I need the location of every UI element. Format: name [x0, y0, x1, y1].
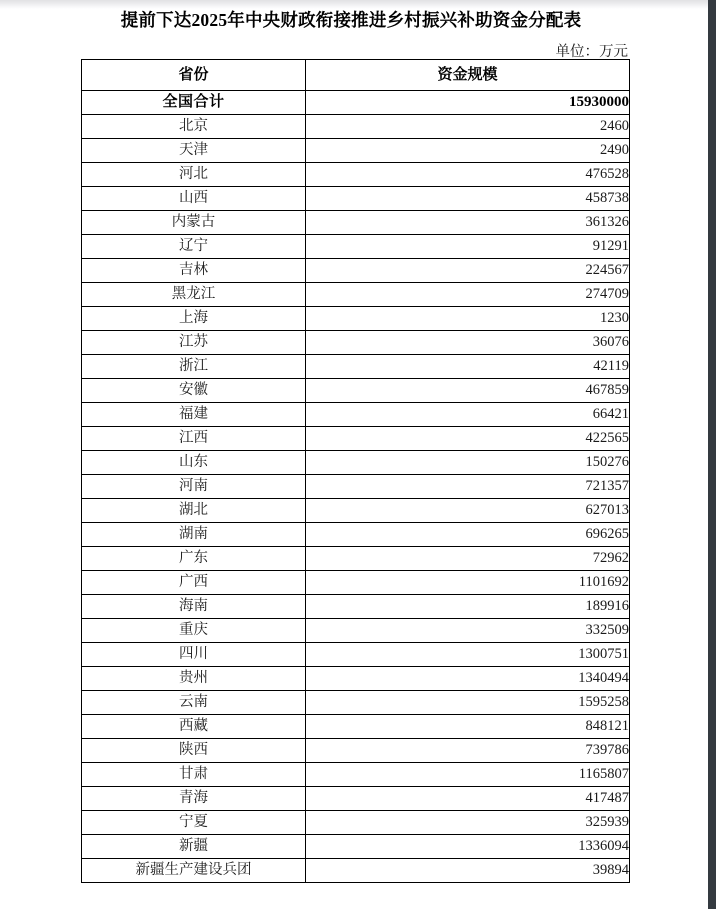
cell-amount: 1336094 — [306, 835, 630, 859]
cell-province: 广东 — [82, 547, 306, 571]
cell-amount: 848121 — [306, 715, 630, 739]
unit-note: 单位：万元 — [555, 44, 628, 60]
table-row — [82, 547, 630, 571]
cell-amount: 696265 — [306, 523, 630, 547]
table-row — [82, 499, 630, 523]
cell-amount: 274709 — [306, 283, 630, 307]
cell-province: 山西 — [82, 187, 306, 211]
column-header-amount: 资金规模 — [306, 60, 630, 91]
table-row — [82, 715, 630, 739]
cell-amount: 467859 — [306, 379, 630, 403]
fund-allocation-table — [81, 59, 630, 883]
table-row — [82, 787, 630, 811]
table-row — [82, 667, 630, 691]
table-row — [82, 691, 630, 715]
table-row — [82, 139, 630, 163]
table-row — [82, 475, 630, 499]
cell-amount: 458738 — [306, 187, 630, 211]
cell-province: 山东 — [82, 451, 306, 475]
cell-amount: 417487 — [306, 787, 630, 811]
cell-province: 安徽 — [82, 379, 306, 403]
cell-province: 吉林 — [82, 259, 306, 283]
cell-amount: 66421 — [306, 403, 630, 427]
table-row — [82, 643, 630, 667]
cell-province: 浙江 — [82, 355, 306, 379]
cell-province: 江苏 — [82, 331, 306, 355]
cell-amount: 42119 — [306, 355, 630, 379]
cell-amount: 422565 — [306, 427, 630, 451]
table-row — [82, 859, 630, 883]
cell-province: 重庆 — [82, 619, 306, 643]
cell-amount: 1101692 — [306, 571, 630, 595]
table-header-row — [82, 60, 630, 91]
cell-province: 宁夏 — [82, 811, 306, 835]
cell-amount: 189916 — [306, 595, 630, 619]
table-row — [82, 379, 630, 403]
cell-amount: 1230 — [306, 307, 630, 331]
cell-amount: 2460 — [306, 115, 630, 139]
right-page-gutter — [708, 0, 716, 909]
table-row — [82, 739, 630, 763]
table-row-total — [82, 91, 630, 115]
cell-province: 黑龙江 — [82, 283, 306, 307]
top-edge-gradient — [0, 0, 708, 9]
table-body — [82, 91, 630, 883]
cell-province: 四川 — [82, 643, 306, 667]
cell-amount: 1300751 — [306, 643, 630, 667]
cell-amount: 476528 — [306, 163, 630, 187]
table-row — [82, 307, 630, 331]
cell-amount: 224567 — [306, 259, 630, 283]
cell-province: 湖南 — [82, 523, 306, 547]
cell-province: 全国合计 — [82, 91, 306, 115]
cell-province: 新疆生产建设兵团 — [82, 859, 306, 883]
cell-province: 陕西 — [82, 739, 306, 763]
table-row — [82, 211, 630, 235]
cell-province: 海南 — [82, 595, 306, 619]
table-row — [82, 763, 630, 787]
cell-amount: 36076 — [306, 331, 630, 355]
cell-amount: 2490 — [306, 139, 630, 163]
table-row — [82, 811, 630, 835]
cell-amount: 150276 — [306, 451, 630, 475]
cell-amount: 91291 — [306, 235, 630, 259]
table-header — [82, 60, 630, 91]
cell-province: 西藏 — [82, 715, 306, 739]
cell-province: 湖北 — [82, 499, 306, 523]
cell-amount: 1165807 — [306, 763, 630, 787]
table-row — [82, 595, 630, 619]
table-row — [82, 331, 630, 355]
cell-province: 内蒙古 — [82, 211, 306, 235]
cell-province: 北京 — [82, 115, 306, 139]
table-row — [82, 451, 630, 475]
column-header-province: 省份 — [82, 60, 306, 91]
cell-amount: 739786 — [306, 739, 630, 763]
table-row — [82, 283, 630, 307]
cell-amount: 325939 — [306, 811, 630, 835]
cell-province: 贵州 — [82, 667, 306, 691]
cell-amount: 72962 — [306, 547, 630, 571]
cell-province: 广西 — [82, 571, 306, 595]
cell-province: 甘肃 — [82, 763, 306, 787]
table-row — [82, 115, 630, 139]
cell-province: 河北 — [82, 163, 306, 187]
cell-amount: 627013 — [306, 499, 630, 523]
cell-province: 辽宁 — [82, 235, 306, 259]
table-row — [82, 619, 630, 643]
page-title: 提前下达2025年中央财政衔接推进乡村振兴补助资金分配表 — [120, 10, 582, 30]
cell-amount: 1595258 — [306, 691, 630, 715]
cell-province: 上海 — [82, 307, 306, 331]
table-row — [82, 571, 630, 595]
cell-amount: 39894 — [306, 859, 630, 883]
cell-province: 新疆 — [82, 835, 306, 859]
cell-amount: 361326 — [306, 211, 630, 235]
cell-province: 河南 — [82, 475, 306, 499]
table-row — [82, 427, 630, 451]
cell-province: 云南 — [82, 691, 306, 715]
table-row — [82, 403, 630, 427]
table-row — [82, 355, 630, 379]
table-row — [82, 523, 630, 547]
table-row — [82, 835, 630, 859]
cell-amount: 15930000 — [306, 91, 630, 115]
table-row — [82, 163, 630, 187]
table-row — [82, 235, 630, 259]
cell-province: 福建 — [82, 403, 306, 427]
fund-allocation-table-wrapper — [81, 59, 629, 883]
cell-amount: 332509 — [306, 619, 630, 643]
cell-province: 江西 — [82, 427, 306, 451]
cell-province: 青海 — [82, 787, 306, 811]
cell-amount: 721357 — [306, 475, 630, 499]
cell-amount: 1340494 — [306, 667, 630, 691]
table-row — [82, 187, 630, 211]
table-row — [82, 259, 630, 283]
cell-province: 天津 — [82, 139, 306, 163]
